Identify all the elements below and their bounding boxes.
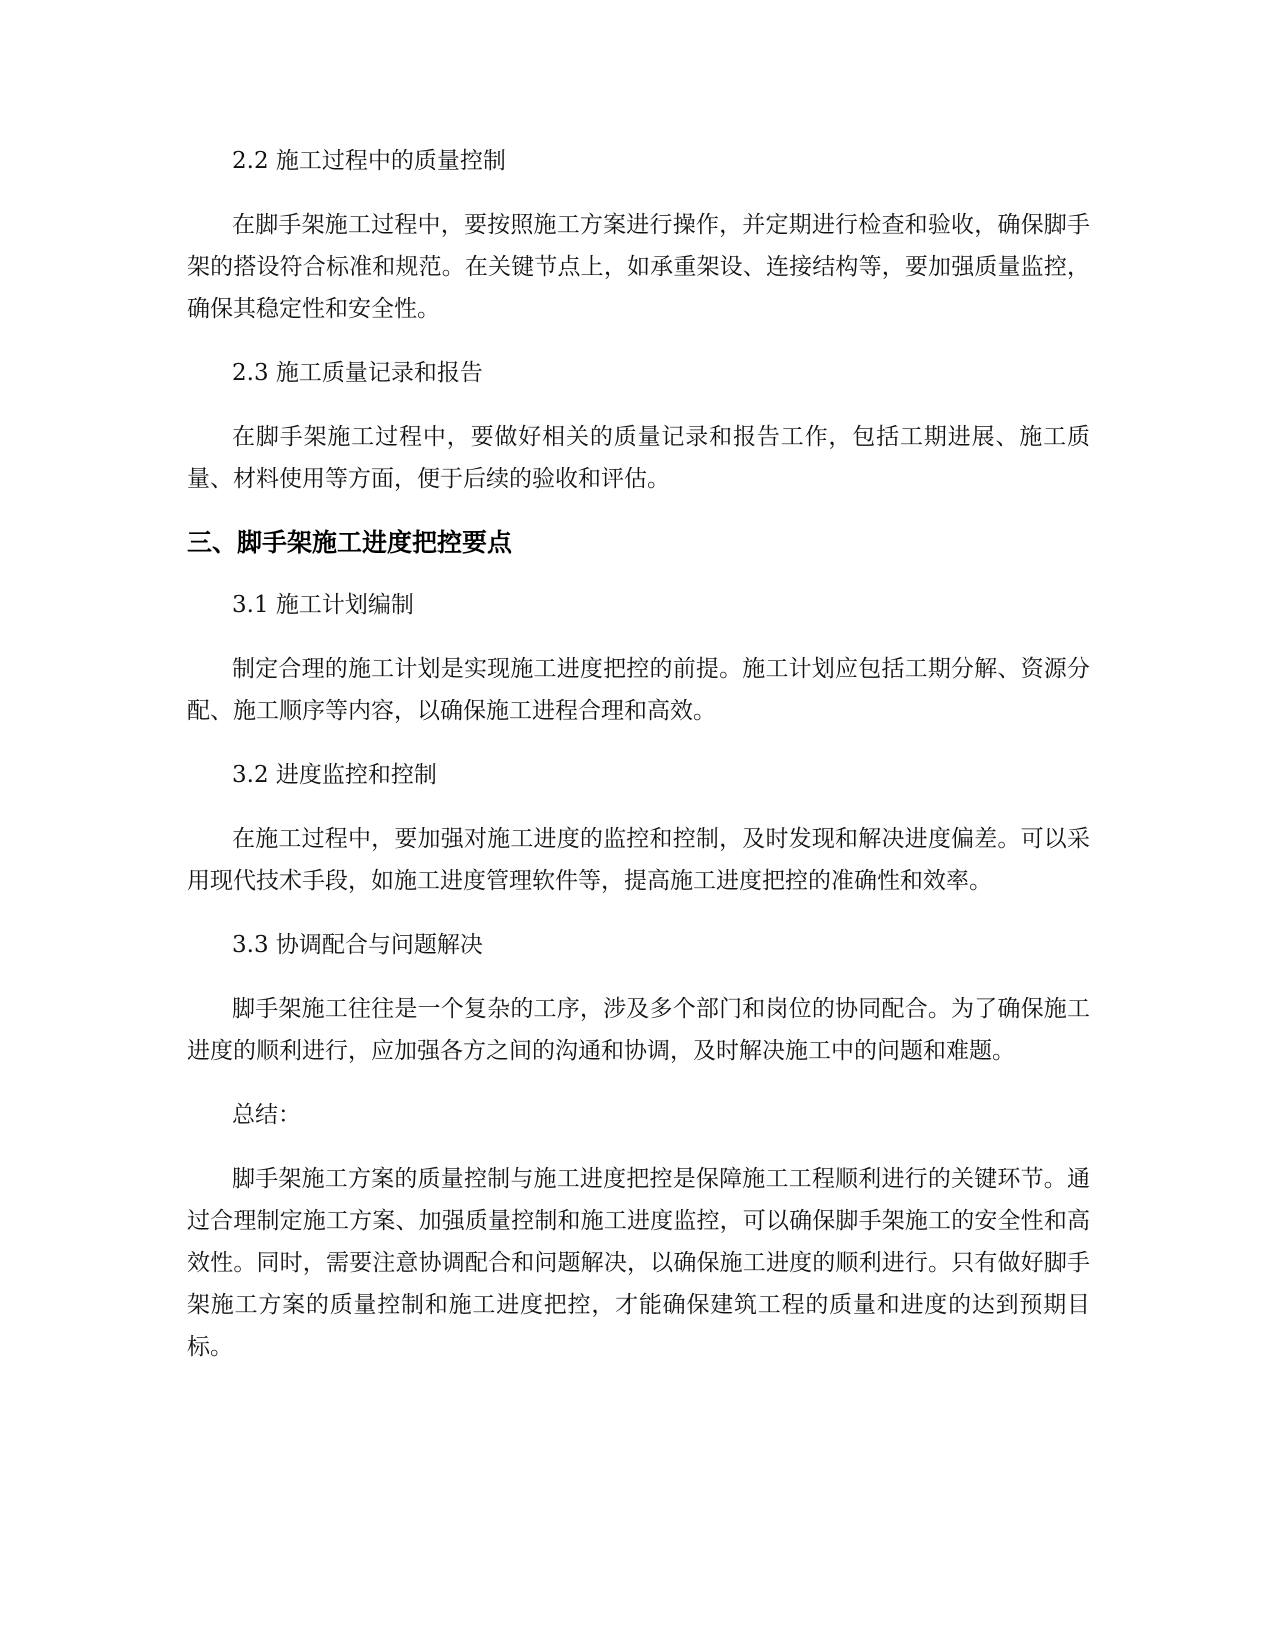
- subsection-title-2-3: 2.3 施工质量记录和报告: [232, 360, 483, 386]
- summary-label: 总结：: [232, 1102, 301, 1128]
- paragraph-3-2: 在施工过程中，要加强对施工进度的监控和控制，及时发现和解决进度偏差。可以采用现代技术手段，如施工进度管理软件等，提高施工进度把控的准确性和效率。: [187, 826, 1090, 894]
- subsection-title-3-2: 3.2 进度监控和控制: [232, 762, 437, 788]
- subsection-title-3-3: 3.3 协调配合与问题解决: [232, 932, 483, 958]
- paragraph-3-1: 制定合理的施工计划是实现施工进度把控的前提。施工计划应包括工期分解、资源分配、施工顺序等内容，以确保施工进程合理和高效。: [187, 656, 1090, 724]
- section-heading-3: 三、脚手架施工进度把控要点: [187, 528, 513, 557]
- paragraph-3-3: 脚手架施工往往是一个复杂的工序，涉及多个部门和岗位的协同配合。为了确保施工进度的顺利进行，应加强各方之间的沟通和协调，及时解决施工中的问题和难题。: [187, 996, 1090, 1064]
- subsection-title-3-1: 3.1 施工计划编制: [232, 592, 414, 618]
- paragraph-2-2: 在脚手架施工过程中，要按照施工方案进行操作，并定期进行检查和验收，确保脚手架的搭设符合标准和规范。在关键节点上，如承重架设、连接结构等，要加强质量监控，确保其稳定性和安全性。: [187, 212, 1090, 322]
- subsection-title-2-2: 2.2 施工过程中的质量控制: [232, 148, 506, 174]
- document-body: [187, 140, 1090, 1390]
- summary-paragraph: 脚手架施工方案的质量控制与施工进度把控是保障施工工程顺利进行的关键环节。通过合理制定施工方案、加强质量控制和施工进度监控，可以确保脚手架施工的安全性和高效性。同时，需要注意协调配合和问题解决，以确保施工进度的顺利进行。只有做好脚手架施工方案的质量控制和施工进度把控，才能确保建筑工程的质量和进度的达到预期目标。: [187, 1166, 1090, 1360]
- paragraph-2-3: 在脚手架施工过程中，要做好相关的质量记录和报告工作，包括工期进展、施工质量、材料使用等方面，便于后续的验收和评估。: [187, 424, 1090, 492]
